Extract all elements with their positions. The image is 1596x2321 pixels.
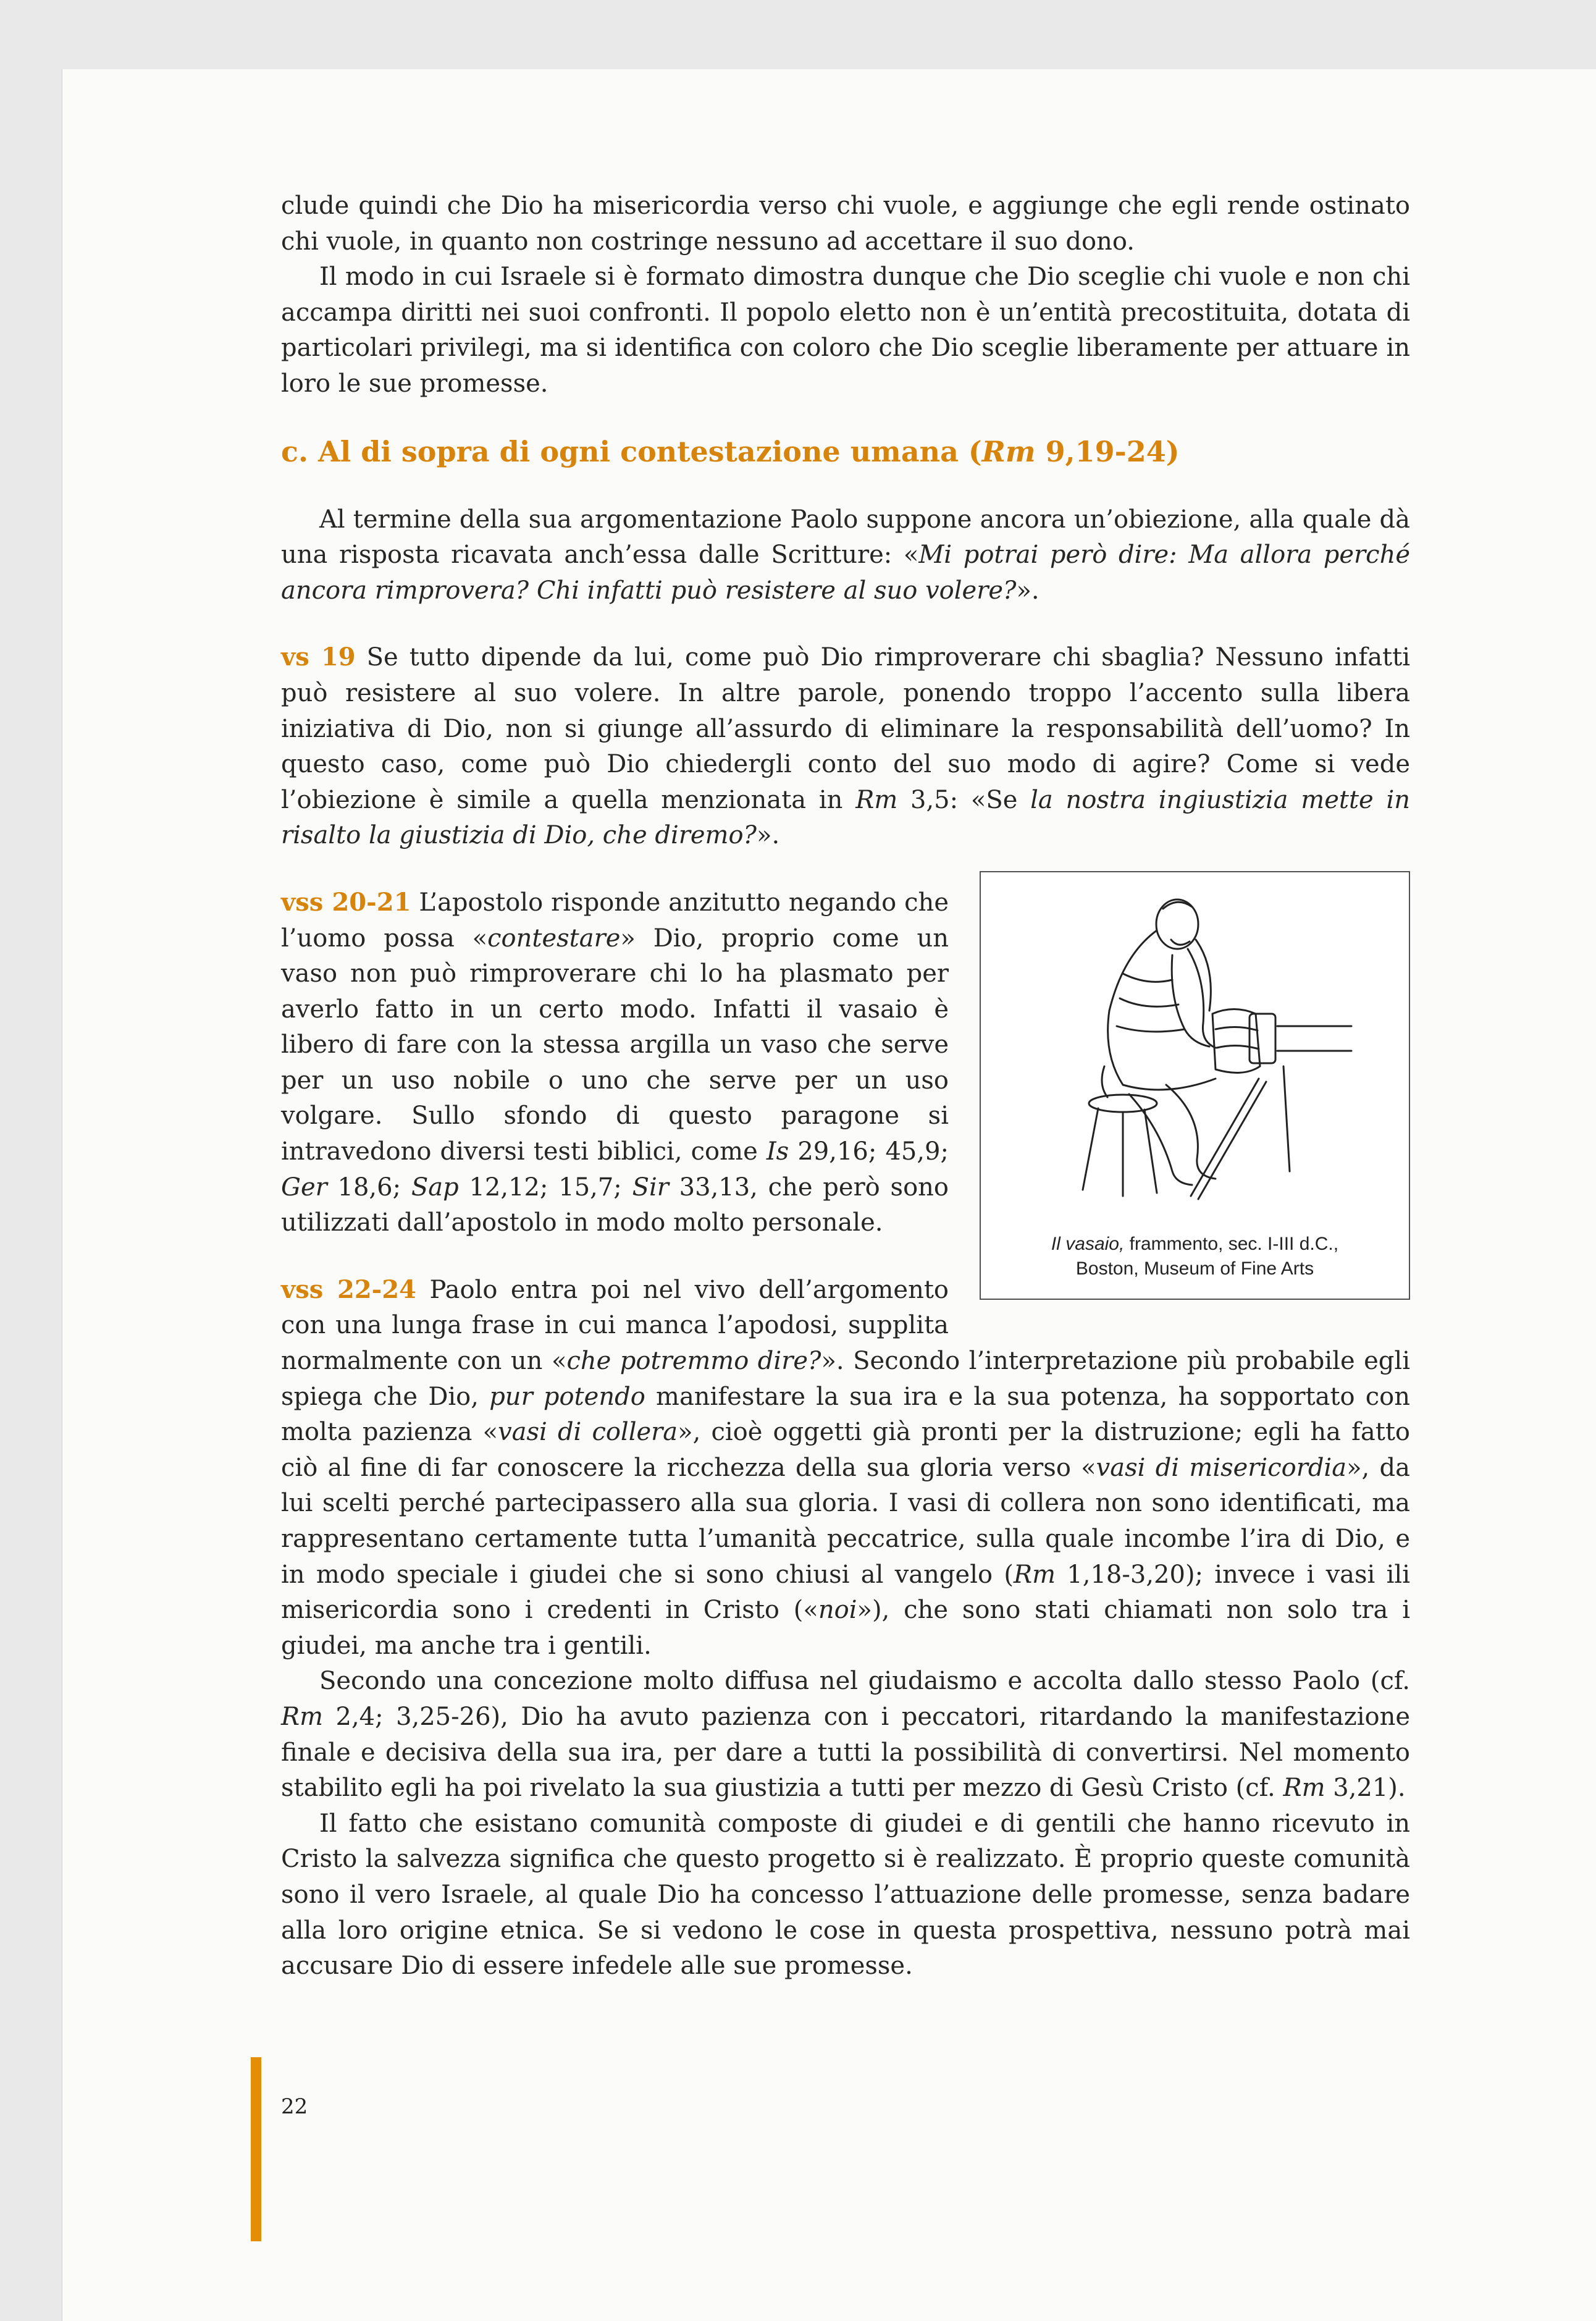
- figure-caption: Il vasaio, frammento, sec. I-III d.C., Boston, Museum of Fine Arts: [1051, 1233, 1339, 1279]
- paragraph-secondo: Secondo una concezione molto diffusa nel giudaismo e accolta dallo stesso Paolo (cf. Rm 2,4; 3,25-26), Dio ha avuto pazienza con i peccatori, ritardando la manifestazione finale e decisiva della sua ira, per dare a tutti la possibilità di convertirsi. Nel momento stabilito egli ha poi rivelato la sua giustizia a tutti per mezzo di Gesù Cristo (cf. Rm 3,21).: [281, 1667, 1410, 1803]
- paragraph-intro: Al termine della sua argomentazione Paolo suppone ancora un’obiezione, alla quale dà una risposta ricavata anch’essa dalle Scritture: «Mi potrai però dire: Ma allora perché ancora rimprovera? Chi infatti può resistere al suo volere?».: [281, 505, 1410, 605]
- potter-illustration: [1030, 881, 1364, 1202]
- paragraph-vs19: vs 19 Se tutto dipende da lui, come può Dio rimproverare chi sbaglia? Nessuno infatti può resistere al suo volere. In altre parole, ponendo troppo l’accento sulla libera iniziativa di Dio, non si giunge all’assurdo di eliminare la responsabilità dell’uomo? In questo caso, come può Dio chiedergli conto del suo modo di agire? Come si vede l’obiezione è simile a quella menzionata in Rm 3,5: «Se la nostra ingiustizia mette in risalto la giustizia di Dio, che diremo?».: [281, 642, 1410, 850]
- figure-vasaio: [980, 871, 1410, 1300]
- verse-label: vss 20-21: [281, 887, 411, 917]
- paragraph-opening: clude quindi che Dio ha misericordia verso chi vuole, e aggiunge che egli rende ostinato chi vuole, in quanto non costringe nessuno ad accettare il suo dono.: [281, 192, 1410, 256]
- paragraph-final: Il fatto che esistano comunità composte di giudei e di gentili che hanno ricevuto in Cristo la salvezza significa che questo progetto si è realizzato. È proprio queste comunità sono il vero Israele, al quale Dio ha concesso l’attuazione delle promesse, senza badare alla loro origine etnica. Se si vedono le cose in questa prospettiva, nessuno potrà mai accusare Dio di essere infedele alle sue promesse.: [281, 1809, 1410, 1981]
- verse-label: vs 19: [281, 642, 356, 672]
- paragraph-vss20-21: vss 20-21 L’apostolo risponde anzitutto negando che l’uomo possa «contestare» Dio, proprio come un vaso non può rimproverare chi lo ha plasmato per averlo fatto in un certo modo. Infatti il vasaio è libero di fare con la stessa argilla un vaso che serve per un uso nobile o uno che serve per un uso volgare. Sullo sfondo di questo paragone si intravedono diversi testi biblici, come Is 29,16; 45,9; Ger 18,6; Sap 12,12; 15,7; Sir 33,13, che però sono utilizzati dall’apostolo in modo molto personale.: [281, 887, 949, 1237]
- page-number: 22: [281, 2094, 308, 2119]
- main-text-column: [281, 188, 1410, 1984]
- page-edge-bar: [251, 2057, 261, 2241]
- paragraph-israele: Il modo in cui Israele si è formato dimostra dunque che Dio sceglie chi vuole e non chi accampa diritti nei suoi confronti. Il popolo eletto non è un’entità precostituita, dotata di particolari privilegi, ma si identifica con coloro che Dio sceglie liberamente per attuare in loro le sue promesse.: [281, 263, 1410, 398]
- paragraph-vss22-24: vss 22-24 Paolo entra poi nel vivo dell’argomento con una lunga frase in cui manca l’apodosi, supplita normalmente con un «che potremmo dire?». Secondo l’interpretazione più probabile egli spiega che Dio, pur potendo manifestare la sua ira e la sua potenza, ha sopportato con molta pazienza «vasi di collera», cioè oggetti già pronti per la distruzione; egli ha fatto ciò al fine di far conoscere la ricchezza della sua gloria verso «vasi di misericordia», da lui scelti perché partecipassero alla sua gloria. I vasi di collera non sono identificati, ma rappresentano certamente tutta l’umanità peccatrice, sulla quale incombe l’ira di Dio, e in modo speciale i giudei che si sono chiusi al vangelo (Rm 1,18-3,20); invece i vasi ili misericordia sono i credenti in Cristo («noi»), che sono stati chiamati non solo tra i giudei, ma anche tra i gentili.: [281, 1274, 1411, 1660]
- verse-label: vss 22-24: [281, 1274, 416, 1304]
- section-heading: c. Al di sopra di ogni contestazione umana (Rm 9,19-24): [281, 434, 1180, 468]
